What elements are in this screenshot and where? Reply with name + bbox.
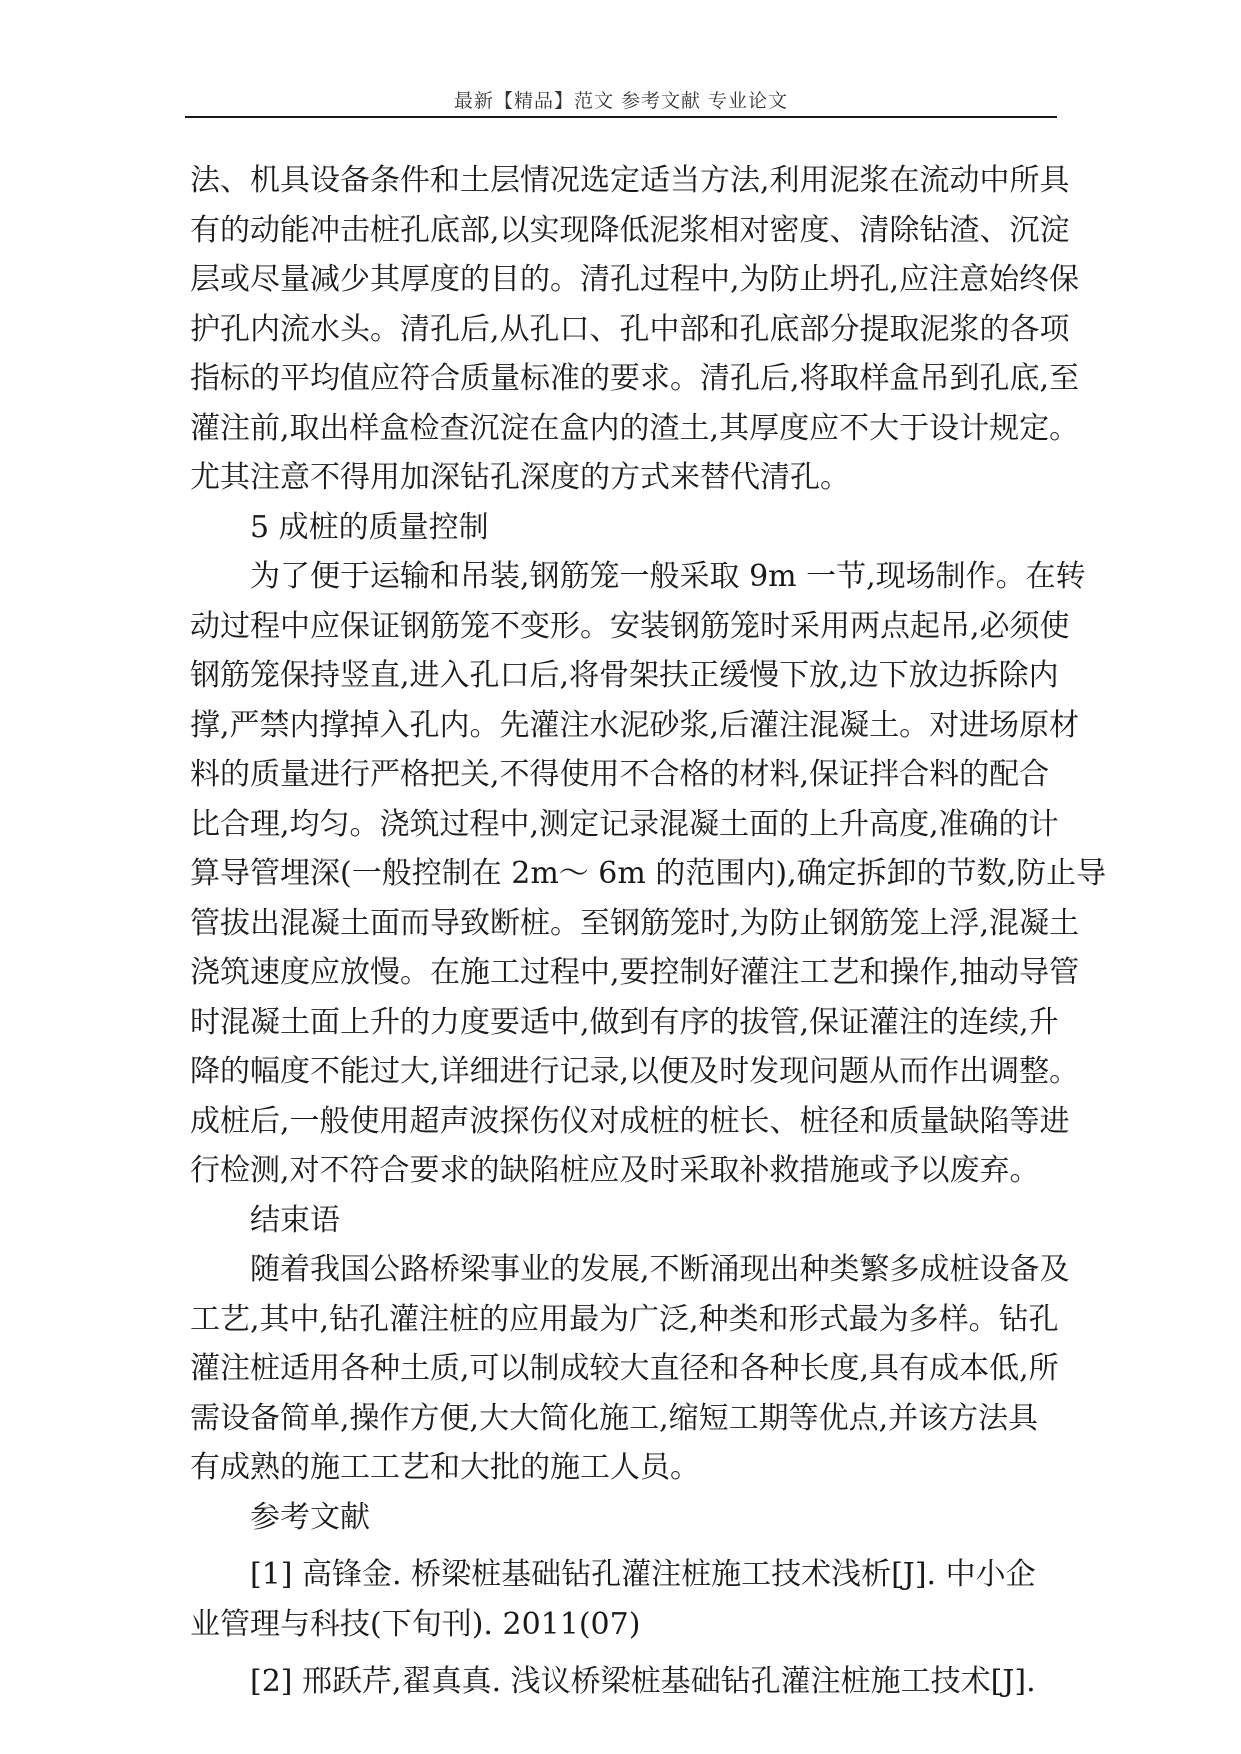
text-line: 为了便于运输和吊装,钢筋笼一般采取 9m 一节,现场制作。在转 <box>250 559 1086 594</box>
text-line: 降的幅度不能过大,详细进行记录,以便及时发现问题从而作出调整。 <box>190 1054 1080 1089</box>
text-line: 灌注桩适用各种土质,可以制成较大直径和各种长度,具有成本低,所 <box>190 1351 1059 1386</box>
running-header: 最新【精品】范文 参考文献 专业论文 <box>453 90 789 112</box>
text-line: 灌注前,取出样盒检查沉淀在盒内的渣土,其厚度应不大于设计规定。 <box>190 410 1080 446</box>
text-line: 护孔内流水头。清孔后,从孔口、孔中部和孔底部分提取泥浆的各项 <box>190 311 1070 347</box>
text-line: 行检测,对不符合要求的缺陷桩应及时采取补救措施或予以废弃。 <box>190 1153 1040 1188</box>
text-line: 指标的平均值应符合质量标准的要求。清孔后,将取样盒吊到孔底,至 <box>190 361 1080 396</box>
text-line: 时混凝土面上升的力度要适中,做到有序的拔管,保证灌注的连续,升 <box>190 1004 1059 1040</box>
header-rule <box>185 116 1057 118</box>
text-line: 成桩后,一般使用超声波探伤仪对成桩的桩长、桩径和质量缺陷等进 <box>190 1103 1070 1139</box>
text-line: 尤其注意不得用加深钻孔深度的方式来替代清孔。 <box>190 460 850 495</box>
reference-item: [1] 高锋金. 桥梁桩基础钻孔灌注桩施工技术浅析[J]. 中小企 <box>250 1557 1036 1592</box>
text-line: 随着我国公路桥梁事业的发展,不断涌现出种类繁多成桩设备及 <box>250 1252 1070 1287</box>
section-heading: 参考文献 <box>250 1499 370 1535</box>
section-heading: 结束语 <box>250 1202 340 1238</box>
body-text <box>190 156 1107 1707</box>
text-line: 比合理,均匀。浇筑过程中,测定记录混凝土面的上升高度,准确的计 <box>190 806 1059 842</box>
text-line: 料的质量进行严格把关,不得使用不合格的材料,保证拌合料的配合 <box>190 757 1050 792</box>
text-line: 浇筑速度应放慢。在施工过程中,要控制好灌注工艺和操作,抽动导管 <box>190 955 1080 990</box>
text-line: 撑,严禁内撑掉入孔内。先灌注水泥砂浆,后灌注混凝土。对进场原材 <box>190 707 1080 743</box>
section-heading: 5 成桩的质量控制 <box>250 509 489 545</box>
text-line: 管拔出混凝土面而导致断桩。至钢筋笼时,为防止钢筋笼上浮,混凝土 <box>190 905 1080 941</box>
text-line: 需设备简单,操作方便,大大简化施工,缩短工期等优点,并该方法具 <box>190 1400 1039 1436</box>
reference-item-continuation: 业管理与科技(下旬刊). 2011(07) <box>190 1606 641 1642</box>
text-line: 法、机具设备条件和土层情况选定适当方法,利用泥浆在流动中所具 <box>190 163 1070 198</box>
text-line: 钢筋笼保持竖直,进入孔口后,将骨架扶正缓慢下放,边下放边拆除内 <box>190 658 1059 693</box>
reference-item: [2] 邢跃芹,翟真真. 浅议桥梁桩基础钻孔灌注桩施工技术[J]. <box>250 1664 1036 1699</box>
text-line: 动过程中应保证钢筋笼不变形。安装钢筋笼时采用两点起吊,必须使 <box>190 608 1070 644</box>
text-line: 层或尽量减少其厚度的目的。清孔过程中,为防止坍孔,应注意始终保 <box>190 262 1080 297</box>
text-line: 工艺,其中,钻孔灌注桩的应用最为广泛,种类和形式最为多样。钻孔 <box>190 1301 1059 1337</box>
text-line: 算导管埋深(一般控制在 2m～ 6m 的范围内),确定拆卸的节数,防止导 <box>190 856 1107 891</box>
text-line: 有的动能冲击桩孔底部,以实现降低泥浆相对密度、清除钻渣、沉淀 <box>190 212 1070 248</box>
text-line: 有成熟的施工工艺和大批的施工人员。 <box>190 1450 700 1485</box>
